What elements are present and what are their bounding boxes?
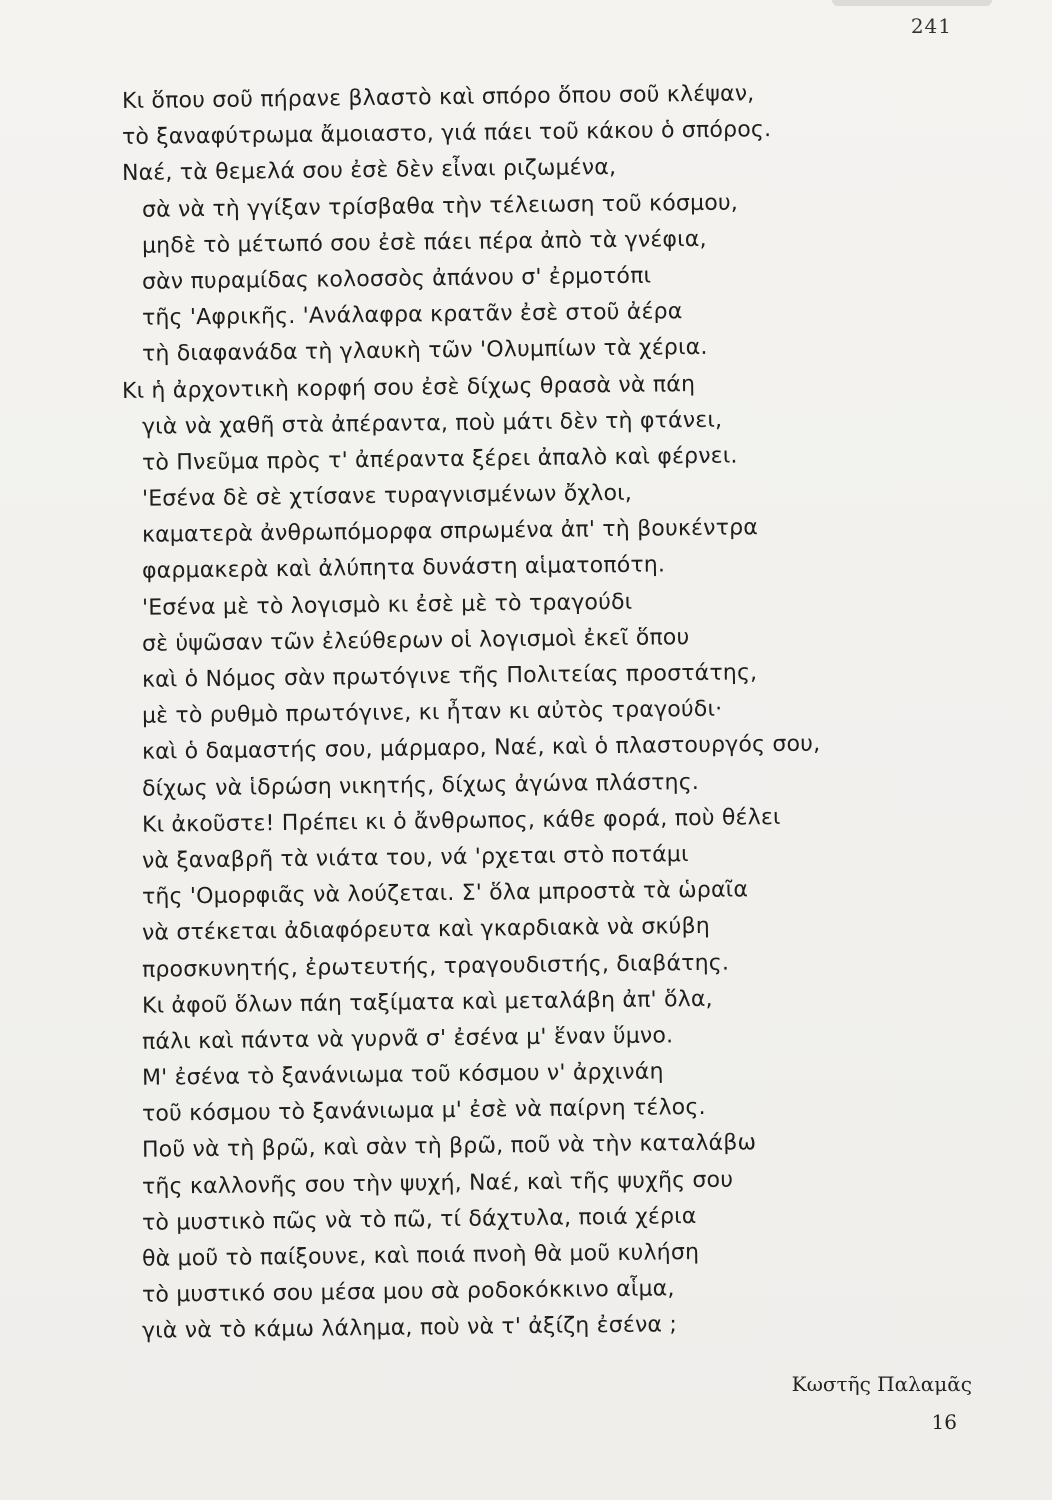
poem-line: Μ' ἐσένα τὸ ξανάνιωμα τοῦ κόσμου ν' ἀρχινάη bbox=[141, 1059, 664, 1091]
poem-line: νὰ στέκεται ἀδιαφόρευτα καὶ γκαρδιακὰ νὰ σκύβη bbox=[141, 914, 711, 947]
poem-line: τὸ ξαναφύτρωμα ἄμοιαστο, γιά πάει τοῦ κάκου ὁ σπόρος. bbox=[121, 117, 772, 151]
poem-line: Ναέ, τὰ θεμελά σου ἐσὲ δὲν εἶναι ριζωμένα, bbox=[121, 155, 617, 187]
poem-line: τοῦ κόσμου τὸ ξανάνιωμα μ' ἐσὲ νὰ παίρνη τέλος. bbox=[141, 1095, 706, 1128]
author-signature: Κωστῆς Παλαμᾶς bbox=[791, 1372, 972, 1396]
poem-line: γιὰ νὰ τὸ κάμω λάλημα, ποὺ νὰ τ' ἀξίζη ἐσένα ; bbox=[141, 1312, 678, 1345]
poem-line: σὲ ὑψῶσαν τῶν ἐλεύθερων οἱ λογισμοὶ ἐκεῖ ὅπου bbox=[141, 624, 690, 657]
poem-line: Κι ἀκοῦστε! Πρέπει κι ὁ ἄνθρωπος, κάθε φορά, ποὺ θέλει bbox=[141, 804, 781, 838]
poem-line: τῆς καλλονῆς σου τὴν ψυχή, Ναέ, καὶ τῆς ψυχῆς σου bbox=[141, 1167, 734, 1200]
poem-line: τὸ Πνεῦμα πρὸς τ' ἀπέραντα ξέρει ἀπαλὸ καὶ φέρνει. bbox=[141, 443, 738, 476]
poem-line: Κι ὅπου σοῦ πήρανε βλαστὸ καὶ σπόρο ὅπου σοῦ κλέψαν, bbox=[121, 81, 755, 114]
poem-line: τὸ μυστικὸ πῶς νὰ τὸ πῶ, τί δάχτυλα, ποιά χέρια bbox=[141, 1203, 697, 1236]
poem-line: φαρμακερὰ καὶ ἀλύπητα δυνάστη αἱματοπότη. bbox=[141, 552, 666, 585]
page-number: 241 bbox=[910, 14, 952, 38]
poem-line: πάλι καὶ πάντα νὰ γυρνᾶ σ' ἐσένα μ' ἕναν ὕμνο. bbox=[141, 1023, 674, 1055]
poem-line: Κι ἀφοῦ ὅλων πάη ταξίματα καὶ μεταλάβη ἀπ' ὅλα, bbox=[141, 986, 713, 1019]
poem-line: τὴ διαφανάδα τὴ γλαυκὴ τῶν 'Ολυμπίων τὰ χέρια. bbox=[141, 335, 708, 368]
poem-line: μὲ τὸ ρυθμὸ πρωτόγινε, κι ἦταν κι αὐτὸς τραγούδι· bbox=[141, 696, 723, 729]
poem-line: μηδὲ τὸ μέτωπό σου ἐσὲ πάει πέρα ἀπὸ τὰ γνέφια, bbox=[141, 226, 707, 259]
poem-line: τῆς 'Ομορφιᾶς νὰ λούζεται. Σ' ὅλα μπροστὰ τὰ ὡραῖα bbox=[141, 877, 749, 910]
poem-line: θὰ μοῦ τὸ παίξουνε, καὶ ποιά πνοὴ θὰ μοῦ κυλήση bbox=[141, 1239, 700, 1272]
poem-line: τῆς 'Αφρικῆς. 'Ανάλαφρα κρατᾶν ἐσὲ στοῦ ἀέρα bbox=[141, 299, 683, 331]
poem-text bbox=[121, 81, 982, 1351]
poem-line: τὸ μυστικό σου μέσα μου σὰ ροδοκόκκινο αἷμα, bbox=[141, 1276, 675, 1308]
poem-line: προσκυνητής, ἐρωτευτής, τραγουδιστής, διαβάτης. bbox=[141, 950, 730, 983]
poem-line: 'Εσένα μὲ τὸ λογισμὸ κι ἐσὲ μὲ τὸ τραγούδι bbox=[141, 589, 633, 621]
poem-line: σὰ νὰ τὴ γγίξαν τρίσβαθα τὴν τέλειωση τοῦ κόσμου, bbox=[141, 190, 739, 223]
poem-line: καὶ ὁ Νόμος σὰν πρωτόγινε τῆς Πολιτείας προστάτης, bbox=[141, 660, 758, 693]
poem-line: 'Εσένα δὲ σὲ χτίσανε τυραγνισμένων ὄχλοι, bbox=[141, 480, 633, 512]
poem-line: Ποῦ νὰ τὴ βρῶ, καὶ σὰν τὴ βρῶ, ποῦ νὰ τὴν καταλάβω bbox=[141, 1130, 757, 1164]
page-edge-shadow bbox=[832, 0, 992, 6]
signature-number: 16 bbox=[931, 1410, 957, 1434]
poem-line: καὶ ὁ δαμαστής σου, μάρμαρο, Ναέ, καὶ ὁ πλαστουργός σου, bbox=[141, 731, 821, 766]
poem-line: δίχως νὰ ἱδρώση νικητής, δίχως ἀγώνα πλάστης. bbox=[141, 769, 700, 802]
poem-line: γιὰ νὰ χαθῆ στὰ ἀπέραντα, ποὺ μάτι δὲν τὴ φτάνει, bbox=[141, 407, 723, 440]
poem-line: Κι ἡ ἀρχοντικὴ κορφή σου ἐσὲ δίχως θρασὰ νὰ πάη bbox=[121, 371, 696, 404]
poem-line: σὰν πυραμίδας κολοσσὸς ἀπάνου σ' ἐρμοτόπι bbox=[141, 263, 652, 295]
poem-line: νὰ ξαναβρῆ τὰ νιάτα του, νά 'ρχεται στὸ ποτάμι bbox=[141, 842, 689, 874]
poem-line: καματερὰ ἀνθρωπόμορφα σπρωμένα ἀπ' τὴ βουκέντρα bbox=[141, 515, 759, 549]
